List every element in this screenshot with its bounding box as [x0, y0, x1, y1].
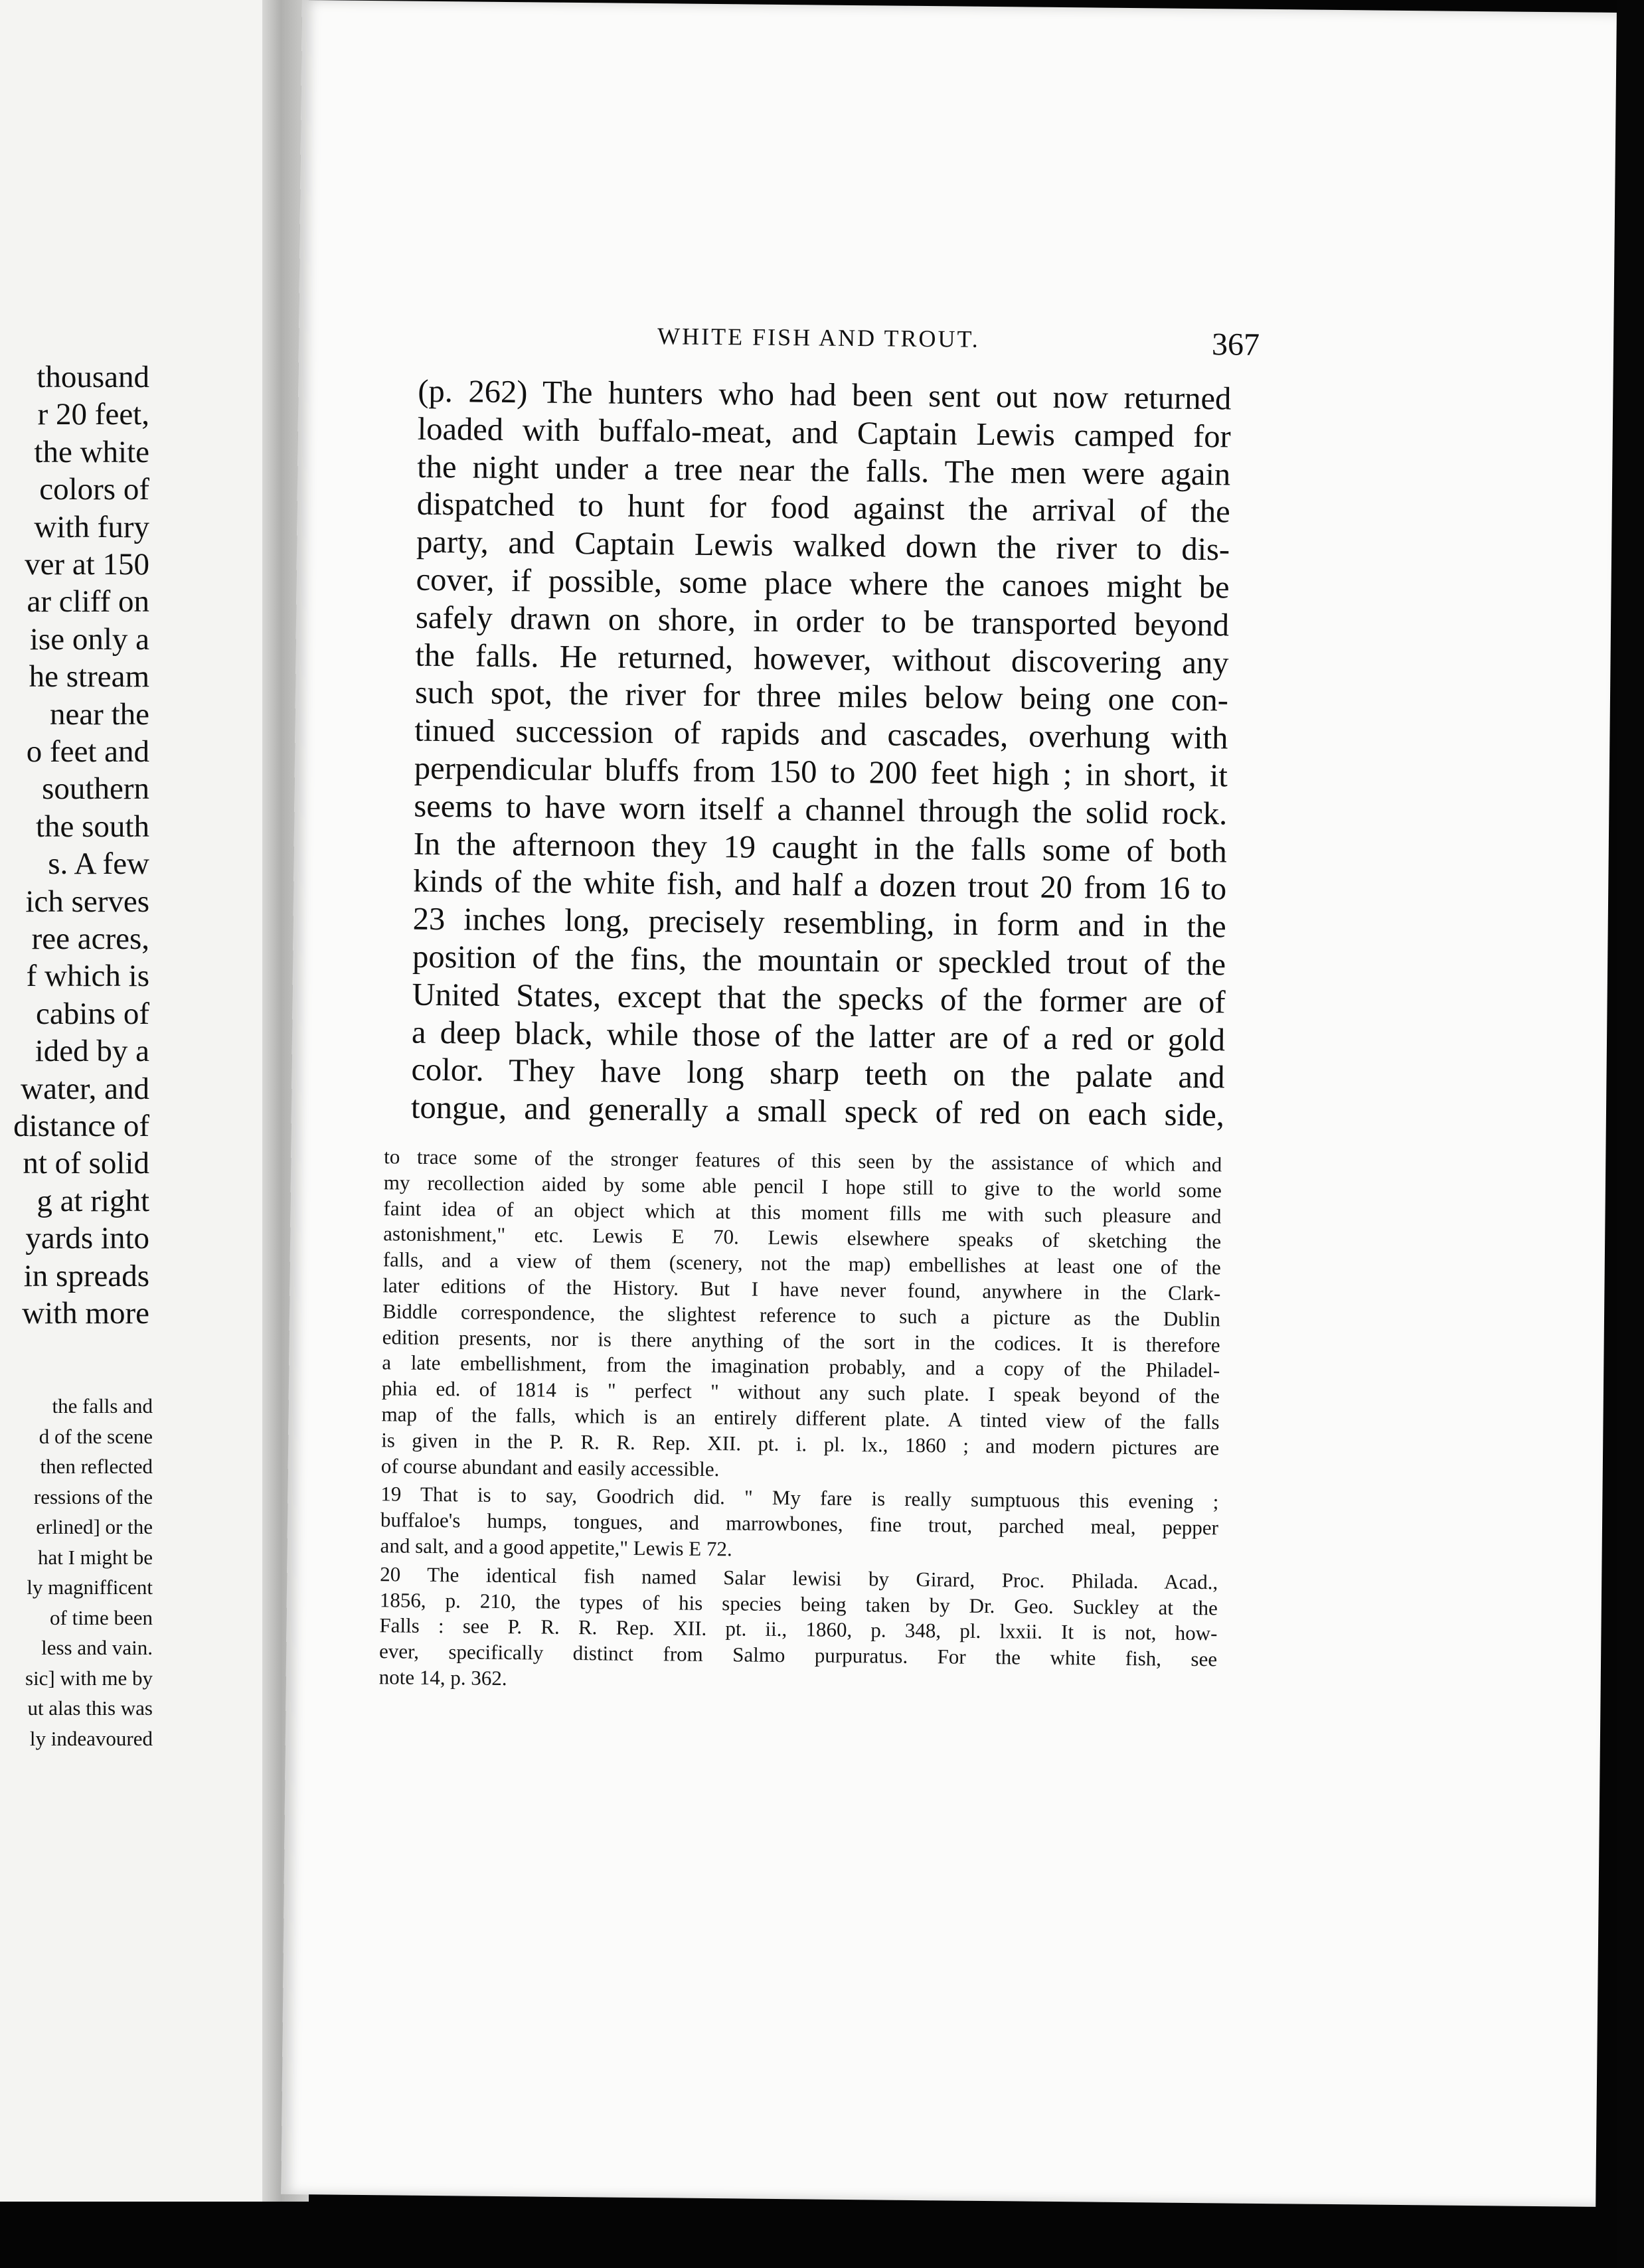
footnote-continued-line: a late embellishment, from the imagination probably, and a copy of the Philadel- — [382, 1350, 1220, 1382]
previous-page-footnote-line: ut alas this was — [27, 1696, 153, 1720]
page-number: 367 — [1211, 327, 1260, 363]
body-line: loaded with buffalo-meat, and Captain Lewis camped for — [417, 411, 1232, 455]
previous-page-footnote-line: ly magnifficent — [27, 1576, 153, 1599]
body-line: seems to have worn itself a channel through the solid rock. — [414, 788, 1228, 832]
body-line: In the afternoon they 19 caught in the falls some of both — [413, 826, 1228, 870]
footnote-continued-line: faint idea of an object which at this moment fills me with such pleasure and — [383, 1196, 1222, 1228]
footnote-continued-line: astonishment," etc. Lewis E 70. Lewis elsewhere speaks of sketching the — [383, 1222, 1222, 1254]
previous-page-line: ise only a — [29, 621, 149, 657]
previous-page-line: yards into — [25, 1221, 149, 1256]
body-line: United States, except that the specks of the former are of — [412, 977, 1226, 1020]
previous-page-line: the south — [35, 809, 149, 844]
footnote-19-line: 19 That is to say, Goodrich did. " My fare is really sumptuous this evening ; — [380, 1482, 1219, 1514]
previous-page-line: thousand — [37, 360, 149, 394]
previous-page-line: water, and — [21, 1071, 149, 1106]
previous-page-line: ree acres, — [31, 922, 149, 956]
body-line: tinued succession of rapids and cascades, overhung with — [414, 712, 1228, 756]
running-head: WHITE FISH AND TROUT. — [657, 323, 980, 353]
previous-page-line: ich serves — [25, 884, 149, 919]
previous-page-line: cabins of — [36, 996, 149, 1031]
previous-page-footnote-line: the falls and — [52, 1394, 153, 1418]
body-line: kinds of the white fish, and half a dozen trout 20 from 16 to — [413, 864, 1227, 907]
current-page — [281, 0, 1617, 2207]
previous-page-line: he stream — [29, 659, 149, 694]
previous-page-footnote-line: erlined] or the — [36, 1515, 153, 1538]
footnote-20-line: Falls : see P. R. R. Rep. XII. pt. ii., 1860, p. 348, pl. lxxii. It is not, how- — [379, 1613, 1218, 1645]
previous-page — [0, 0, 262, 2202]
body-line: party, and Captain Lewis walked down the river to dis- — [416, 524, 1230, 568]
footnote-continued-line: edition presents, nor is there anything of the sort in the codices. It is therefore — [382, 1325, 1220, 1356]
previous-page-footnote-line: d of the scene — [39, 1424, 153, 1448]
footnote-20-line: ever, specifically distinct from Salmo purpuratus. For the white fish, see — [378, 1639, 1218, 1671]
footnote-19-line: and salt, and a good appetite," Lewis E 72. — [380, 1534, 732, 1561]
body-line: (p. 262) The hunters who had been sent out now returned — [418, 373, 1232, 417]
previous-page-line: distance of — [13, 1109, 149, 1143]
body-line: position of the fins, the mountain or speckled trout of the — [412, 939, 1226, 983]
previous-page-line: f which is — [26, 959, 149, 994]
body-line: perpendicular bluffs from 150 to 200 feet high ; in short, it — [414, 750, 1228, 794]
body-line: color. They have long sharp teeth on the palate and — [411, 1052, 1225, 1095]
previous-page-footnote-line: less and vain. — [41, 1636, 153, 1659]
previous-page-line: near the — [49, 696, 149, 732]
footnote-20-line: 20 The identical fish named Salar lewisi by Girard, Proc. Philada. Acad., — [380, 1562, 1218, 1594]
previous-page-line: ar cliff on — [27, 584, 149, 619]
previous-page-line: s. A few — [48, 847, 149, 882]
previous-page-footnote-line: then reflected — [40, 1455, 153, 1478]
previous-page-line: nt of solid — [23, 1146, 149, 1181]
previous-page-line: the white — [34, 434, 149, 469]
footnote-continued-line: to trace some of the stronger features of this seen by the assistance of which and — [384, 1145, 1222, 1176]
previous-page-line: g at right — [37, 1183, 149, 1218]
page-edge — [1617, 0, 1644, 2268]
previous-page-line: in spreads — [23, 1258, 149, 1293]
previous-page-line: o feet and — [26, 734, 149, 769]
previous-page-line: ver at 150 — [25, 547, 149, 582]
body-line: the falls. He returned, however, without discovering any — [415, 637, 1229, 681]
previous-page-line: ided by a — [35, 1034, 149, 1069]
body-line: a deep black, while those of the latter are of a red or gold — [411, 1014, 1226, 1058]
previous-page-line: with fury — [34, 509, 149, 544]
footnote-continued-line: Biddle correspondence, the slightest reference to such a picture as the Dublin — [382, 1299, 1221, 1331]
previous-page-line: with more — [22, 1296, 149, 1331]
body-line: 23 inches long, precisely resembling, in form and in the — [412, 901, 1226, 945]
footnote-continued-line: phia ed. of 1814 is " perfect " without any such plate. I speak beyond of the — [381, 1376, 1220, 1408]
footnote-continued-line: my recollection aided by some able pencil I hope still to give to the world some — [383, 1171, 1222, 1202]
body-line: safely drawn on shore, in order to be transported beyond — [415, 600, 1230, 643]
footnote-continued-line: later editions of the History. But I have never found, anywhere in the Clark- — [382, 1273, 1221, 1305]
body-line: dispatched to hunt for food against the arrival of the — [416, 487, 1230, 530]
previous-page-footnote-line: hat I might be — [37, 1545, 153, 1569]
previous-page-footnote-line: ly indeavoured — [29, 1726, 153, 1750]
footnote-20-line: note 14, p. 362. — [378, 1665, 507, 1690]
footnote-20-line: 1856, p. 210, the types of his species being taken by Dr. Geo. Suckley at the — [379, 1587, 1218, 1619]
footnote-continued-line: of course abundant and easily accessible. — [380, 1453, 720, 1481]
body-line: cover, if possible, some place where the canoes might be — [416, 562, 1230, 606]
body-line: such spot, the river for three miles below being one con- — [414, 675, 1229, 718]
previous-page-footnote-line: sic] with me by — [25, 1666, 153, 1690]
previous-page-line: r 20 feet, — [37, 397, 149, 432]
previous-page-footnote-line: ressions of the — [33, 1485, 153, 1508]
body-line: the night under a tree near the falls. The men were again — [417, 449, 1231, 493]
footnote-19-line: buffaloe's humps, tongues, and marrowbones, fine trout, parched meal, pepper — [380, 1508, 1219, 1540]
previous-page-line: southern — [42, 771, 149, 807]
footnote-continued-line: is given in the P. R. R. Rep. XII. pt. i. pl. lx., 1860 ; and modern pictures are — [381, 1428, 1220, 1460]
body-line: tongue, and generally a small speck of red on each side, — [410, 1090, 1225, 1133]
footnote-continued-line: map of the falls, which is an entirely different plate. A tinted view of the falls — [381, 1402, 1220, 1434]
footnote-continued-line: falls, and a view of them (scenery, not the map) embellishes at least one of the — [382, 1248, 1221, 1279]
previous-page-footnote-line: of time been — [50, 1605, 153, 1629]
previous-page-line: colors of — [39, 472, 149, 507]
